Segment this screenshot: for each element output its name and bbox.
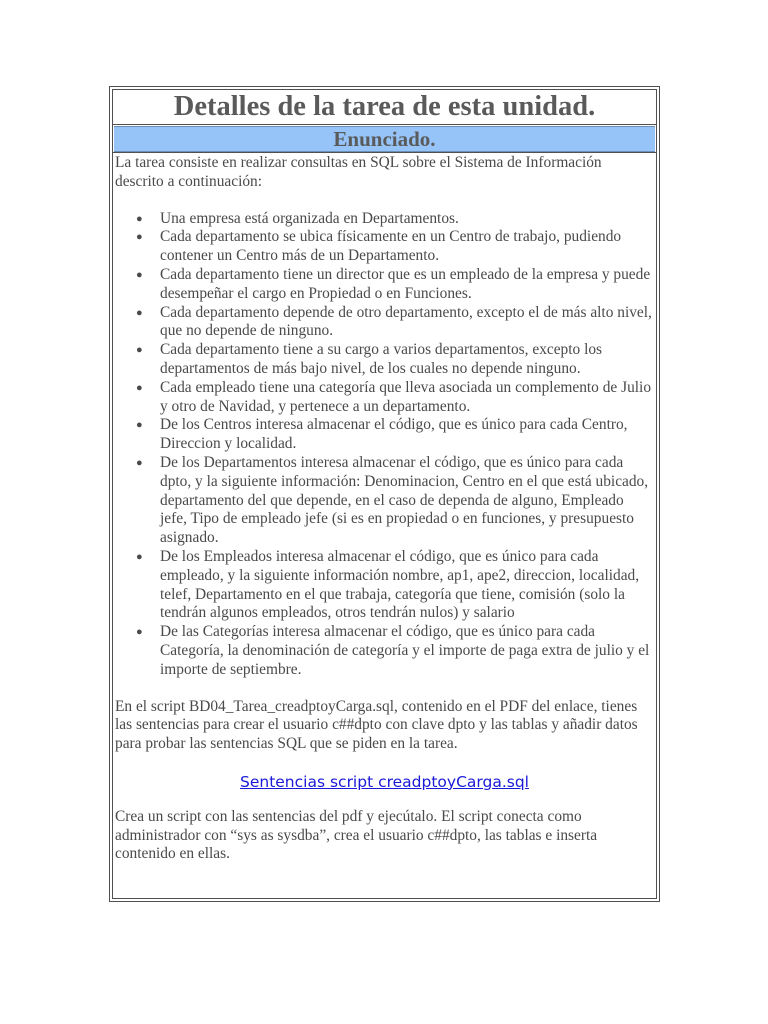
list-item: [136, 547, 654, 623]
bullet-icon: ●: [136, 550, 143, 563]
document-panel: [112, 89, 657, 899]
list-item-text: De los Departamentos interesa almacenar el código, que es único para cada dpto, y la siguiente información: Denominacion, Centro en el que está ubicado, departamento del que depende, en el caso de dependa de alguno, Empleado jefe, Tipo de empleado jefe (si es en propiedad o en funciones, y presupuesto asignado.: [160, 453, 649, 547]
requirements-list: [115, 210, 654, 680]
list-item: [136, 623, 654, 679]
intro-paragraph: La tarea consiste en realizar consultas en SQL sobre el Sistema de Información descrito a continuación:: [115, 154, 602, 190]
bullet-icon: ●: [136, 344, 143, 357]
bullet-icon: ●: [136, 381, 143, 394]
list-item-text: Cada departamento tiene un director que es un empleado de la empresa y puede desempeñar el cargo en Propiedad o en Funciones.: [160, 265, 651, 302]
bullet-icon: ●: [136, 626, 143, 639]
list-item-text: Cada departamento se ubica físicamente en un Centro de trabajo, pudiendo contener un Centro más de un Departamento.: [160, 228, 622, 265]
list-item: [136, 378, 654, 417]
list-item-text: De los Centros interesa almacenar el código, que es único para cada Centro, Direccion y localidad.: [160, 416, 628, 453]
list-item: [136, 453, 654, 548]
closing-paragraph: Crea un script con las sentencias del pdf y ejecútalo. El script conecta como administrador con “sys as sysdba”, crea el usuario c##dpto, las tablas e inserta contenido en ellas.: [115, 807, 598, 863]
document-body: [113, 153, 656, 864]
section-header: Enunciado.: [114, 126, 655, 152]
script-link[interactable]: Sentencias script creadptoyCarga.sql: [240, 772, 529, 791]
list-item: [136, 265, 654, 304]
list-item-text: Una empresa está organizada en Departamentos.: [160, 209, 459, 227]
list-item-text: Cada departamento depende de otro departamento, excepto el de más alto nivel, que no depende de ninguno.: [160, 303, 652, 340]
page-title: Detalles de la tarea de esta unidad.: [113, 90, 656, 125]
bullet-icon: ●: [136, 212, 143, 225]
bullet-icon: ●: [136, 419, 143, 432]
list-item-text: Cada empleado tiene una categoría que lleva asociada un complemento de Julio y otro de Navidad, y pertenece a un departamento.: [160, 378, 652, 415]
document-frame: [109, 86, 660, 902]
list-item: [136, 303, 654, 342]
list-item-text: Cada departamento tiene a su cargo a varios departamentos, excepto los departamentos de más bajo nivel, de los cuales no depende ninguno.: [160, 341, 603, 377]
list-item-text: De los Empleados interesa almacenar el código, que es único para cada empleado, y la siguiente información nombre, ap1, ape2, direccion, localidad, telef, Departamento en el que trabaja, categoría que tiene, comisión (solo la tendrán algunos empleados, otros tendrán nulos) y salario: [160, 547, 640, 622]
script-paragraph: En el script BD04_Tarea_creadptoyCarga.sql, contenido en el PDF del enlace, tienes las sentencias para crear el usuario c##dpto con clave dpto y las tablas y añadir datos para probar las sentencias SQL que se piden en la tarea.: [115, 697, 638, 753]
bullet-icon: ●: [136, 268, 143, 281]
list-item-text: De las Categorías interesa almacenar el código, que es único para cada Categoría, la denominación de categoría y el importe de paga extra de julio y el importe de septiembre.: [160, 623, 650, 678]
bullet-icon: ●: [136, 306, 143, 319]
list-item: [136, 228, 654, 266]
list-item: [136, 341, 654, 379]
bullet-icon: ●: [136, 456, 143, 469]
list-item: [136, 416, 654, 454]
bullet-icon: ●: [136, 231, 143, 244]
list-item: [136, 209, 654, 229]
link-row: [115, 773, 654, 793]
section-header-wrapper: [113, 125, 656, 153]
